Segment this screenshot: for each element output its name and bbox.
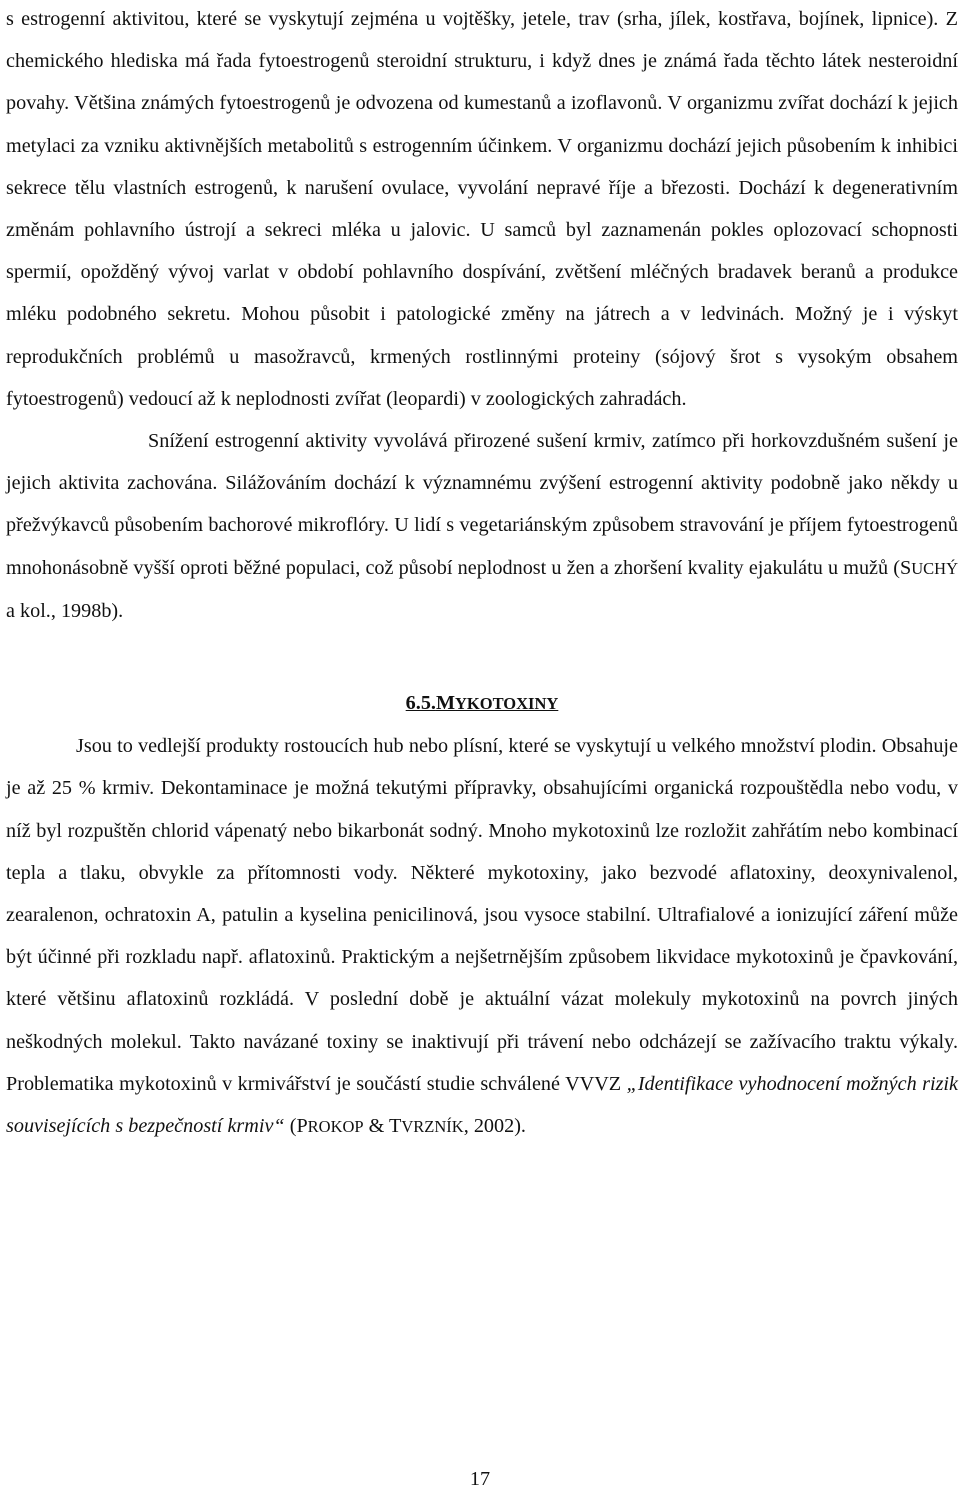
document-page [6,0,958,1148]
section-number: 6.5. [405,692,436,715]
paragraph-phytoestrogens-effects: s estrogenní aktivitou, které se vyskytují zejména u vojtěšky, jetele, trav (srha, jílek, kostřava, bojínek, lipnice). Z chemického hlediska má řada fytoestrogenů steroidní strukturu, i když dnes je známá řada těchto látek nesteroidní povahy. Většina známých fytoestrogenů je odvozena od kumestanů a izoflavonů. V organizmu zvířat dochází k jejich metylaci za vzniku aktivnějších metabolitů s estrogenním účinkem. V organizmu dochází jejich působením k inhibici sekrece tělu vlastních estrogenů, k narušení ovulace, vyvolání nepravé říje a březosti. Dochází k degenerativním změnám pohlavního ústrojí a sekreci mléka u jalovic. U samců byl zaznamenán pokles oplozovací schopnosti spermií, opožděný vývoj varlat v období pohlavního dospívání, zvětšení mléčných bradavek beranů a produkce mléku podobného sekretu. Mohou působit i patologické změny na játrech a v ledvinách. Možný je i výskyt reprodukčních problémů u masožravců, krmených rostlinnými proteiny (sójový šrot s vysokým obsahem fytoestrogenů) vedoucí až k neplodnosti zvířat (leopardi) v zoologických zahradách. [6,8,958,410]
paragraph-mycotoxins [6,725,958,1148]
citation-tail: a kol., 1998b). [6,599,124,622]
section-title-initial: M [435,692,456,715]
citation-author1-initial: P [296,1115,308,1138]
citation-author2-initial: T [389,1115,402,1138]
paragraph-text: Jsou to vedlejší produkty rostoucích hub nebo plísní, které se vyskytují u velkého množství plodin. Obsahuje je až 25 % krmiv. Dekontaminace je možná tekutými přípravky, obsahujícími organická rozpouštědla nebo vodu, v níž byl rozpuštěn chlorid vápenatý nebo bikarbonát sodný. Mnoho mykotoxinů lze rozložit zahřátím nebo kombinací tepla a tlaku, obvykle za přítomnosti vody. Některé mykotoxiny, jako bezvodé aflatoxiny, deoxynivalenol, zearalenon, ochratoxin A, patulin a kyselina penicilinová, jsou vysoce stabilní. Ultrafialové a ionizující záření může být účinné při rozkladu např. aflatoxinů. Praktickým a nejšetrnějším způsobem likvidace mykotoxinů je čpavkování, které většinu aflatoxinů rozkládá. V poslední době je aktuální vázat molekuly mykotoxinů na povrch jiných neškodných molekul. Takto navázané toxiny se inaktivují při trávení nebo odcházejí se zažívacího traktu výkaly. Problematika mykotoxinů v krmivářství je součástí studie schválené VVVZ [6,735,958,1095]
citation-close: , 2002). [463,1115,526,1138]
study-title-italic: „Identifikace vyhodnocení možných rizik souvisejících s bezpečností krmiv“ [6,1072,959,1138]
section-heading-label [406,694,559,713]
citation-author-smallcaps: UCHÝ [911,558,958,578]
citation-ampersand: & [363,1115,390,1138]
paragraph-text: Snížení estrogenní aktivity vyvolává přirozené sušení krmiv, zatímco při horkovzdušném sušení je jejich aktivita zachována. Silážováním dochází k významnému zvýšení estrogenní aktivity podobně jako někdy u přežvýkavců působením bachorové mikroflóry. U lidí s vegetariánským způsobem stravování je příjem fytoestrogenů mnohonásobně vyšší oproti běžné populaci, což působí neplodnost u žen a zhoršení kvality ejakulátu u mužů ( [6,430,958,579]
section-title-smallcaps: YKOTOXINY [455,694,559,714]
citation-open: ( [284,1115,297,1138]
citation-author-initial: S [900,556,912,579]
page-number: 17 [469,1468,491,1490]
citation-author2-smallcaps: VRZNÍK [401,1117,464,1137]
paragraph-estrogenic-activity [6,420,958,632]
section-heading [6,682,958,725]
citation-author1-smallcaps: ROKOP [307,1117,364,1137]
